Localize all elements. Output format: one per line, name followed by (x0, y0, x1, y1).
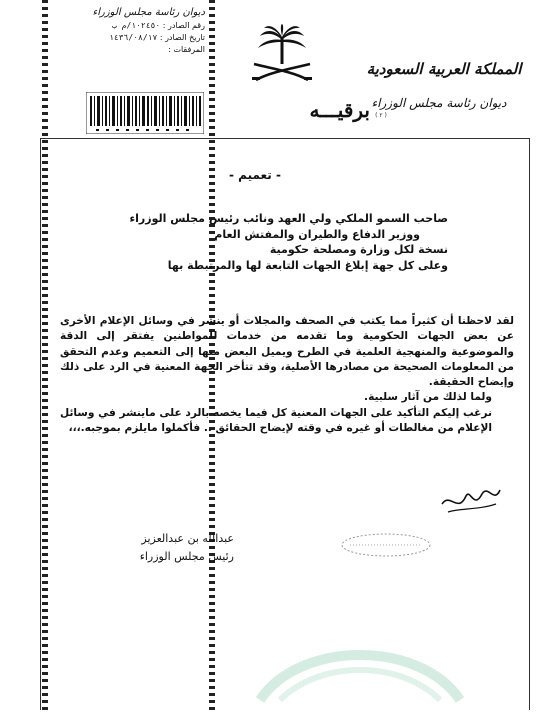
addressees (128, 211, 448, 273)
handwritten-signature (438, 474, 504, 522)
issuer-title: ديوان رئاسة مجلس الوزراء (92, 7, 205, 18)
addressee-line: وعلى كل جهة إبلاغ الجهات التابعة لها والمرتبطة بها (167, 258, 448, 272)
attachments-label: المرفقات : (168, 45, 205, 54)
attachments (55, 44, 205, 56)
court-name: ديوان رئاسة مجلس الوزراء (371, 96, 507, 110)
addressee-line: نسخة لكل وزارة ومصلحة حكومية (269, 243, 448, 256)
barcode (86, 92, 204, 134)
court-note: ( ٢ ) (375, 112, 387, 119)
body-paragraph: ولما لذلك من آثار سلبية. (364, 391, 492, 404)
signatory (104, 530, 234, 566)
outgoing-date-value: ١٤٣٦/٠٨/١٧ (109, 33, 158, 42)
faded-stamp (340, 532, 432, 558)
outgoing-number-label: رقم الصادر : (162, 21, 205, 30)
outgoing-date (55, 32, 205, 44)
kingdom-name: المملكة العربية السعودية (366, 60, 522, 78)
letter-body (60, 314, 514, 436)
document-type: برقيـــه (309, 98, 370, 122)
palm-swords-emblem-icon (250, 24, 314, 90)
addressee-line: ووزير الدفاع والطيران والمفتش العام (214, 227, 420, 241)
watermark-logo (250, 600, 470, 710)
reference-box (55, 6, 205, 56)
addressee-line: صاحب السمو الملكي ولي العهد ونائب رئيس مجلس الوزراء (129, 212, 448, 225)
circular-heading: - تعميم - (229, 168, 281, 182)
signatory-title: رئيس مجلس الوزراء (139, 550, 234, 563)
outgoing-number-value: ١٠٢٤٥٠/م ب (112, 21, 161, 30)
body-paragraph: لقد لاحظنا أن كثيراً مما يكتب في الصحف والمجلات أو ينشر في وسائل الإعلام الأخرى عن بعض الجهات الحكومية وما تقدمه من خدمات للمواطنين يفتقر إلى الدقة والموضوعية والمنهجية العلمية في الطرح ويميل البعض منها إلى التعميم وعدم التحقق من المعلومات الصحيحة من مصادرها الأصلية، وقد تتأخر الجهة المعنية في الرد على ذلك وإيضاح الحقيقة. (60, 315, 514, 389)
outgoing-date-label: تاريخ الصادر : (159, 33, 205, 42)
outgoing-number (55, 20, 205, 32)
body-paragraph: نرغب إليكم التأكيد على الجهات المعنية كل فيما يخصه بالرد على ماينشر في وسائل الإعلام من مغالطات أو غيره في وقته لإيضاح الحقائق .. فأكملوا مايلزم بموجبه.،،، (60, 406, 492, 435)
signatory-name: عبدالله بن عبدالعزيز (141, 532, 234, 545)
